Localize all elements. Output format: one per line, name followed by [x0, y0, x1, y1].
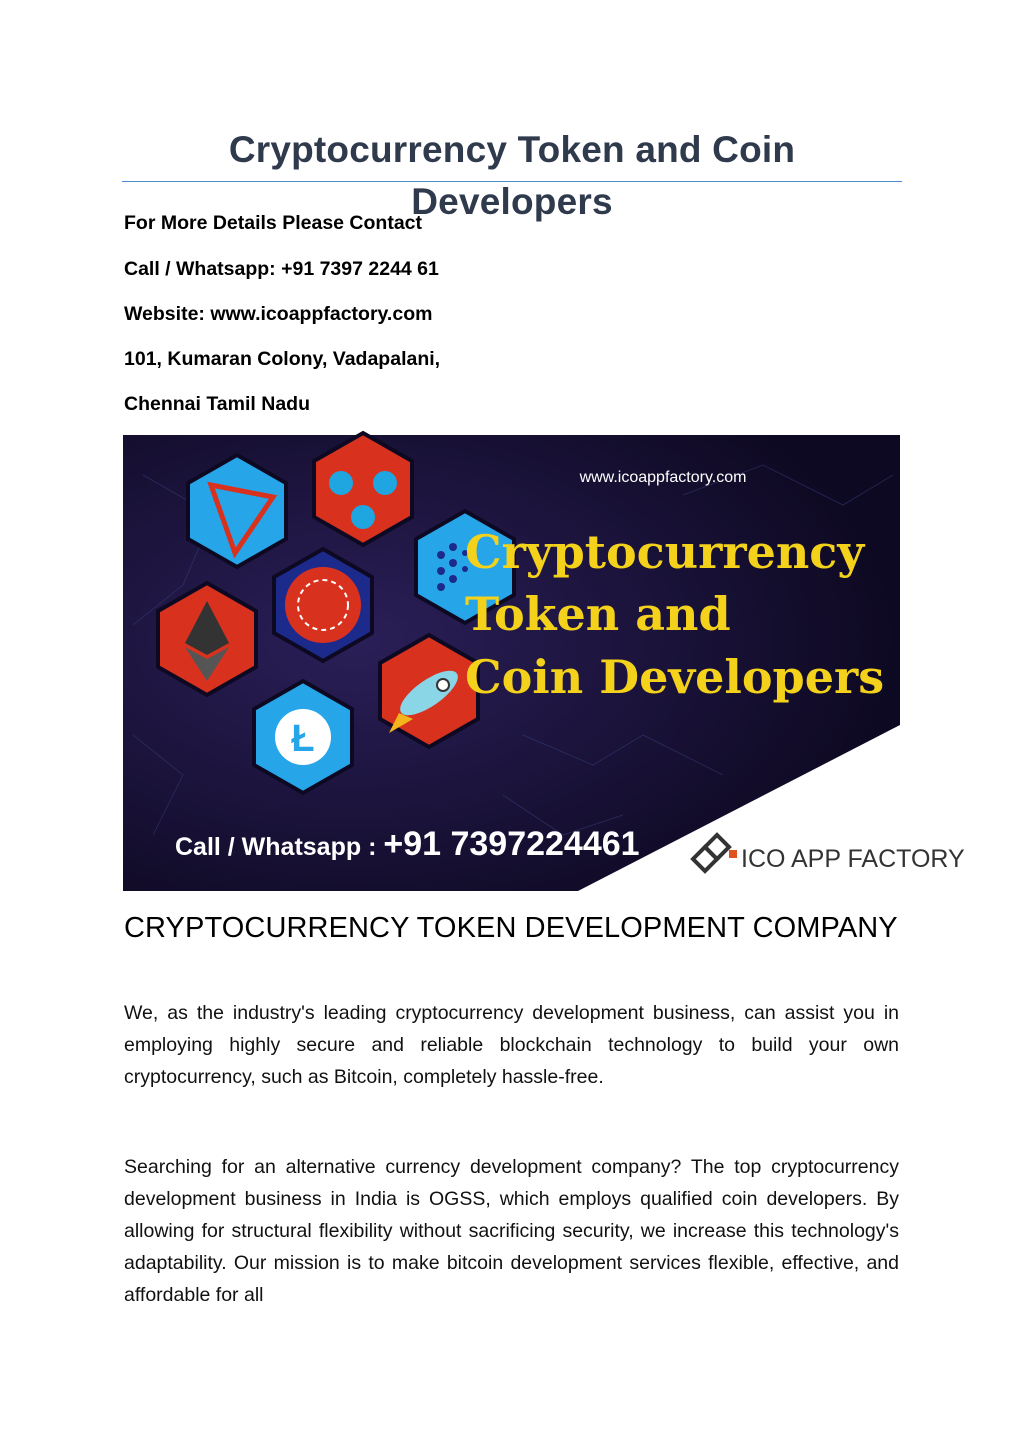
contact-intro: For More Details Please Contact [124, 212, 423, 234]
promo-banner [123, 435, 965, 891]
svg-text:Ł: Ł [291, 718, 315, 760]
title-underline [122, 181, 902, 182]
banner-headline-3: Coin Developers [465, 650, 885, 704]
page-title: Cryptocurrency Token and Coin Developers [228, 129, 796, 222]
paragraph-intro: We, as the industry's leading cryptocurrency development business, can assist you in employing highly secure and reliable blockchain technology to build your own cryptocurrency, such as Bitcoin, completely hassle-free. [124, 1002, 899, 1088]
contact-phone: Call / Whatsapp: +91 7397 2244 61 [124, 258, 439, 280]
banner-headline-2: Token and [465, 587, 731, 641]
banner-brand: ICO APP FACTORY [741, 845, 965, 873]
contact-website: Website: www.icoappfactory.com [124, 303, 433, 325]
chip-icon [285, 567, 361, 643]
banner-website: www.icoappfactory.com [579, 469, 747, 486]
contact-address-city: Chennai Tamil Nadu [124, 393, 310, 415]
banner-headline-1: Cryptocurrency [465, 525, 865, 579]
section-heading: CRYPTOCURRENCY TOKEN DEVELOPMENT COMPANY [124, 912, 898, 944]
banner-call-number: +91 7397224461 [383, 825, 640, 863]
contact-address-street: 101, Kumaran Colony, Vadapalani, [124, 348, 441, 370]
paragraph-about: Searching for an alternative currency development company? The top cryptocurrency development business in India is OGSS, which employs qualified coin developers. By allowing for structural flexibility without sacrificing security, we increase this technology's adaptability. Our mission is to make bitcoin development services flexible, effective, and affordable for all [124, 1156, 899, 1306]
banner-call-label: Call / Whatsapp : [175, 833, 384, 861]
